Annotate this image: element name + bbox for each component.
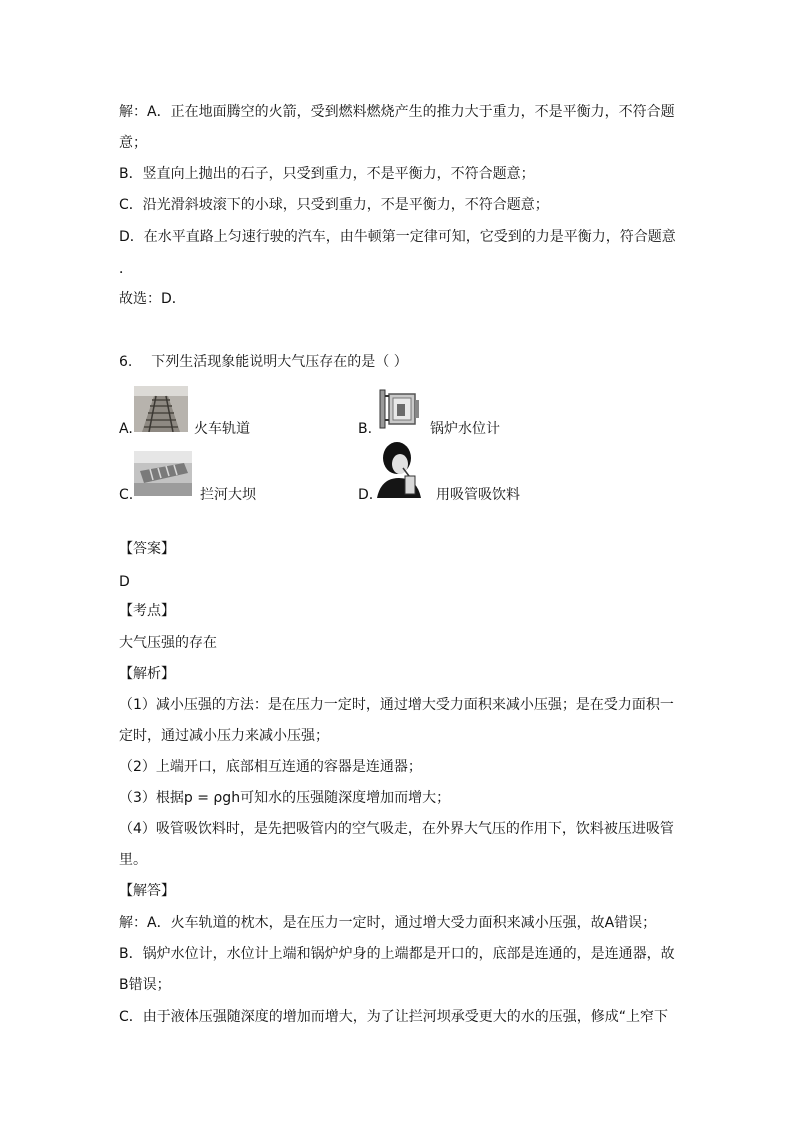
option-a-caption: 火车轨道 (194, 421, 250, 437)
question-stem (119, 353, 408, 371)
topic-header: 【考点】 (119, 603, 175, 619)
analysis-line: （4）吸管吸饮料时，是先把吸管内的空气吸走，在外界大气压的作用下，饮料被压进吸管 (119, 821, 674, 837)
topic-text: 大气压强的存在 (119, 635, 217, 651)
analysis-line: （2）上端开口，底部相互连通的容器是连通器； (119, 759, 422, 775)
analysis-line: 定时，通过减小压力来减小压强； (119, 728, 329, 744)
option-d-letter: D. (358, 487, 374, 503)
question-text: 下列生活现象能说明大气压存在的是（ ） (151, 354, 408, 370)
prev-solution-line: B．竖直向上抛出的石子，只受到重力，不是平衡力，不符合题意； (119, 166, 535, 182)
boiler-gauge-image (375, 386, 423, 432)
question-number: 6. (119, 354, 133, 370)
solution-line: B．锅炉水位计，水位计上端和锅炉炉身的上端都是开口的，底部是连通的，是连通器，故 (119, 946, 675, 962)
option-a-letter: A. (119, 421, 133, 437)
analysis-line: 里。 (119, 852, 147, 868)
solution-line: C．由于液体压强随深度的增加而增大，为了让拦河坝承受更大的水的压强，修成“上窄下 (119, 1009, 669, 1025)
prev-solution-line: 意； (119, 135, 147, 151)
solution-line: B错误； (119, 977, 171, 993)
solution-header: 【解答】 (119, 883, 175, 899)
solution-line: 解：A．火车轨道的枕木，是在压力一定时，通过增大受力面积来减小压强，故A错误； (119, 915, 657, 931)
option-d-caption: 用吸管吸饮料 (436, 487, 520, 503)
option-b-caption: 锅炉水位计 (430, 421, 500, 437)
option-c-letter: C. (119, 487, 134, 503)
analysis-header: 【解析】 (119, 666, 175, 682)
answer-value: D (119, 574, 130, 590)
drinking-straw-image (375, 440, 423, 498)
option-b-letter: B. (358, 421, 373, 437)
prev-solution-line: 解：A．正在地面腾空的火箭，受到燃料燃烧产生的推力大于重力，不是平衡力，不符合题 (119, 104, 675, 120)
prev-solution-line: 故选：D． (119, 291, 186, 307)
railway-track-image (134, 386, 188, 432)
prev-solution-line: D．在水平直路上匀速行驶的汽车，由牛顿第一定律可知，它受到的力是平衡力，符合题意 (119, 229, 676, 245)
analysis-line: （3）根据p = ρgh可知水的压强随深度增加而增大； (119, 790, 451, 806)
option-c-caption: 拦河大坝 (200, 487, 256, 503)
prev-solution-line: ． (119, 261, 133, 277)
prev-solution-line: C．沿光滑斜坡滚下的小球，只受到重力，不是平衡力，不符合题意； (119, 197, 549, 213)
answer-header: 【答案】 (119, 541, 175, 557)
dam-image (134, 451, 192, 496)
analysis-line: （1）减小压强的方法：是在压力一定时，通过增大受力面积来减小压强；是在受力面积一 (119, 697, 674, 713)
